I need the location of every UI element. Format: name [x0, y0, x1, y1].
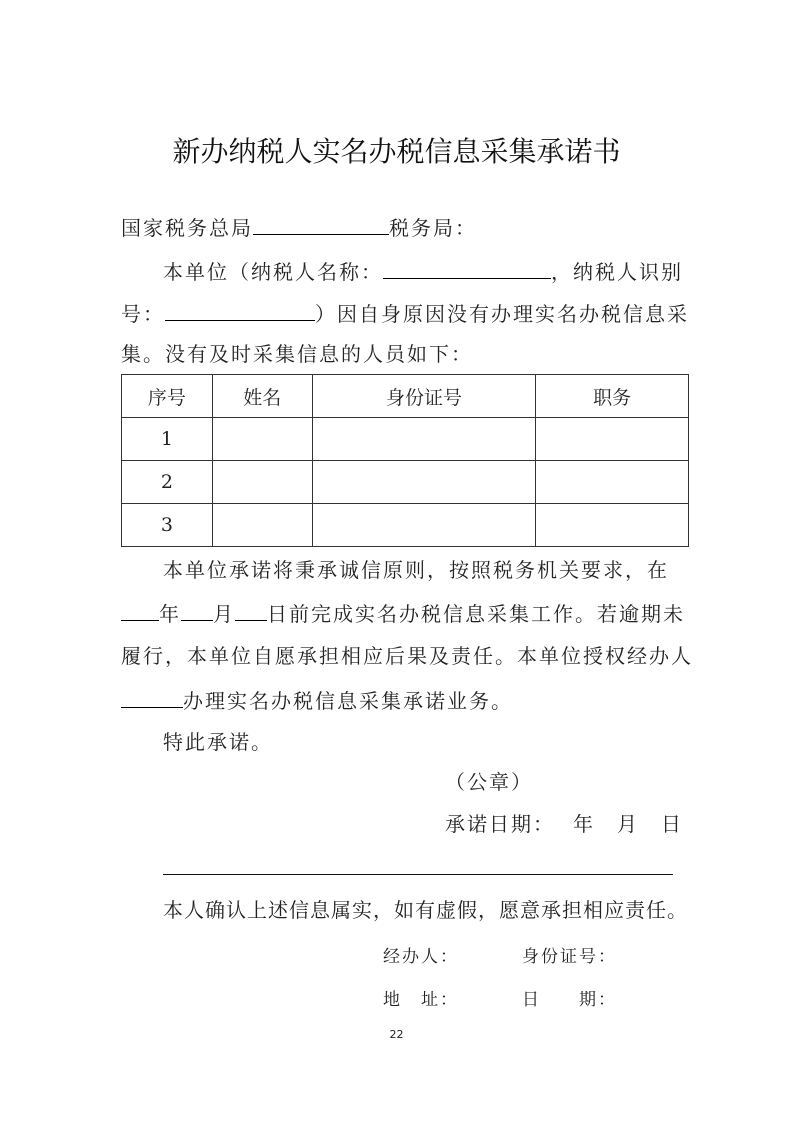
official-seal-label: （公章）	[445, 770, 533, 794]
intro-line-3: 集。没有及时采集信息的人员如下：	[121, 342, 473, 366]
deadline-day-blank[interactable]	[235, 598, 267, 621]
pledge-text-2: 日前完成实名办税信息采集工作。若逾期未	[267, 602, 685, 626]
taxpayer-id-blank[interactable]	[165, 298, 315, 321]
name-cell[interactable]	[212, 461, 312, 504]
intro-text-1b: ，纳税人识别	[551, 260, 683, 284]
id-number-cell[interactable]	[312, 418, 536, 461]
id-number-cell[interactable]	[312, 461, 536, 504]
pledge-date-year: 年	[573, 812, 595, 836]
row-index: 1	[122, 418, 213, 461]
intro-text-2b: ）因自身原因没有办理实名办税信息采	[315, 302, 689, 326]
intro-text-1: 本单位（纳税人名称：	[163, 260, 383, 284]
addressee-prefix: 国家税务总局	[121, 216, 253, 240]
id-number-label: 身份证号：	[522, 947, 617, 967]
table-row	[122, 461, 689, 504]
page-number: 22	[389, 1028, 404, 1041]
col-header-position: 职务	[536, 375, 689, 418]
col-header-id-number: 身份证号	[312, 375, 536, 418]
agent-name-blank[interactable]	[121, 685, 183, 708]
pledge-date-line	[445, 810, 683, 838]
name-cell[interactable]	[212, 418, 312, 461]
name-cell[interactable]	[212, 504, 312, 547]
pledge-line-2	[121, 598, 685, 628]
address-label: 地 址：	[383, 990, 459, 1010]
document-title: 新办纳税人实名办税信息采集承诺书	[172, 135, 621, 168]
row-index: 2	[122, 461, 213, 504]
closing-text: 特此承诺。	[163, 730, 273, 754]
deadline-year-blank[interactable]	[121, 598, 159, 621]
date-label: 日 期：	[522, 990, 617, 1010]
pledge-line-3: 履行，本单位自愿承担相应后果及责任。本单位授权经办人	[121, 644, 693, 668]
col-header-index: 序号	[122, 375, 213, 418]
pledge-date-day: 日	[661, 812, 683, 836]
table-row	[122, 504, 689, 547]
pledge-date-month: 月	[617, 812, 639, 836]
taxpayer-name-blank[interactable]	[383, 256, 551, 279]
deadline-month-blank[interactable]	[181, 598, 213, 621]
position-cell[interactable]	[536, 418, 689, 461]
confirmation-text: 本人确认上述信息属实，如有虚假，愿意承担相应责任。	[163, 898, 688, 922]
pledge-text-4: 办理实名办税信息采集承诺业务。	[183, 689, 513, 713]
tax-bureau-blank[interactable]	[253, 212, 389, 235]
table-row	[122, 418, 689, 461]
pledge-date-label: 承诺日期：	[445, 812, 555, 836]
id-number-cell[interactable]	[312, 504, 536, 547]
position-cell[interactable]	[536, 504, 689, 547]
intro-line-1	[163, 256, 683, 286]
agent-label: 经办人：	[383, 947, 459, 967]
addressee-suffix: 税务局：	[389, 216, 477, 240]
position-cell[interactable]	[536, 461, 689, 504]
signature-divider	[163, 874, 673, 875]
year-label: 年	[159, 602, 181, 626]
month-label: 月	[213, 602, 235, 626]
personnel-table	[121, 374, 689, 547]
table-header-row	[122, 375, 689, 418]
pledge-line-4	[121, 685, 513, 715]
addressee-line	[121, 212, 477, 242]
pledge-line-1: 本单位承诺将秉承诚信原则，按照税务机关要求，在	[163, 558, 669, 582]
intro-text-2: 号：	[121, 302, 165, 326]
row-index: 3	[122, 504, 213, 547]
col-header-name: 姓名	[212, 375, 312, 418]
intro-line-2	[121, 298, 689, 328]
